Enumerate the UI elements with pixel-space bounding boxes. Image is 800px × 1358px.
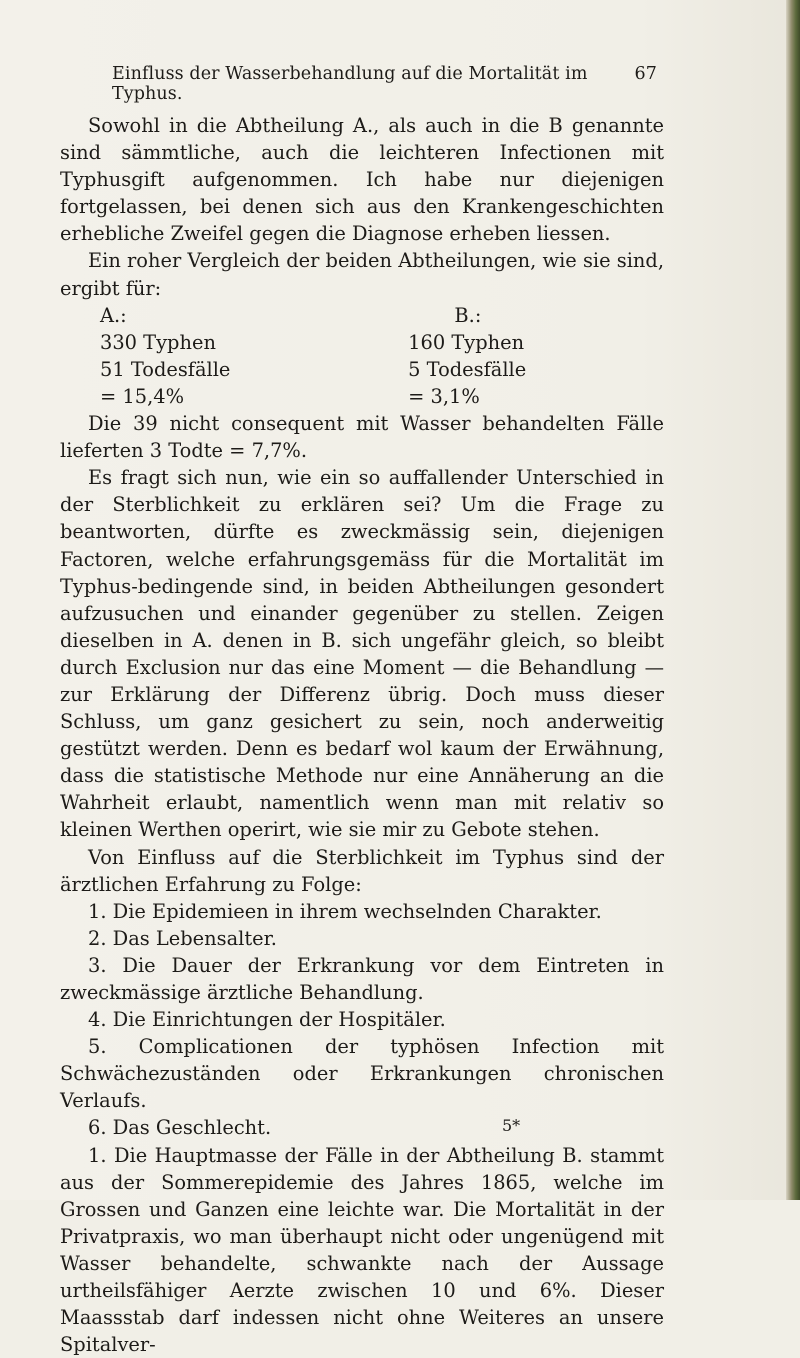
comparison-table (60, 302, 664, 410)
group-b-deaths: 5 Todesfälle (408, 357, 527, 381)
inconsistent-cases-note: Die 39 nicht consequent mit Wasser behandelten Fälle lieferten 3 Todte = 7,7%. (60, 412, 664, 463)
signature-mark: 5* (502, 1116, 521, 1135)
group-a-label: A.: (100, 303, 127, 327)
list-item: 5. Complicationen der typhösen Infection mit Schwächezuständen oder Erkrankungen chronischen Verlaufs. (60, 1035, 664, 1113)
page-number: 67 (634, 64, 657, 84)
comparison-rate-row (100, 383, 664, 410)
group-b-label: B.: (454, 303, 482, 327)
page-edge-shadow (786, 0, 800, 1200)
factors-list (60, 898, 664, 1142)
comparison-labels-row (100, 302, 664, 329)
intro-paragraph: Sowohl in die Abtheilung A., als auch in die B genannte sind sämmtliche, auch die leichteren Infectionen mit Typhusgift aufgenommen. Ich habe nur diejenigen fortgelassen, bei denen sich aus den Krankengeschichten erhebliche Zweifel gegen die Diagnose erheben liessen. (60, 114, 664, 246)
group-b-cases: 160 Typhen (408, 330, 525, 354)
comparison-cases-row (100, 329, 664, 356)
page-body (60, 112, 664, 1358)
group-b-mortality-rate: = 3,1% (408, 384, 480, 408)
list-item: 2. Das Lebensalter. (88, 926, 277, 950)
list-item: 3. Die Dauer der Erkrankung vor dem Eintreten in zweckmässige ärztliche Behandlung. (60, 953, 664, 1004)
comparison-deaths-row (100, 356, 664, 383)
factors-lead: Von Einfluss auf die Sterblichkeit im Typhus sind der ärztlichen Erfahrung zu Folge: (60, 845, 664, 896)
question-paragraph: Es fragt sich nun, wie ein so auffallender Unterschied in der Sterblichkeit zu erklären sei? Um die Frage zu beantworten, dürfte es zweckmässig sein, diejenigen Factoren, welche erfahrungsgemäss für die Mortalität im Typhus-bedingende sind, in beiden Abtheilungen gesondert aufzusuchen und einander gegenüber zu stellen. Zeigen dieselben in A. denen in B. sich ungefähr gleich, so bleibt durch Exclusion nur das eine Moment — die Behandlung — zur Erklärung der Differenz übrig. Doch muss dieser Schluss, um ganz gesichert zu sein, noch anderweitig gestützt werden. Denn es bedarf wol kaum der Erwähnung, dass die statistische Methode nur eine Annäherung an die Wahrheit erlaubt, namentlich wenn man mit relativ so kleinen Werthen operirt, wie sie mir zu Gebote stehen. (60, 466, 664, 842)
list-item: 1. Die Epidemieen in ihrem wechselnden Charakter. (88, 899, 602, 923)
group-a-cases: 330 Typhen (100, 330, 216, 354)
running-header (112, 64, 657, 104)
final-paragraph: 1. Die Hauptmasse der Fälle in der Abtheilung B. stammt aus der Sommerepidemie des Jahres 1865, welche im Grossen und Ganzen eine leichte war. Die Mortalität in der Privatpraxis, wo man überhaupt nicht oder ungenügend mit Wasser behandelte, schwankte nach der Aussage urtheilsfähiger Aerzte zwischen 10 und 6%. Dieser Maassstab darf indessen nicht ohne Weiteres an unsere Spitalver- (60, 1143, 664, 1357)
list-item: 4. Die Einrichtungen der Hospitäler. (88, 1008, 446, 1032)
group-a-deaths: 51 Todesfälle (100, 357, 231, 381)
running-title: Einfluss der Wasserbehandlung auf die Mortalität im Typhus. (112, 64, 588, 104)
comparison-lead: Ein roher Vergleich der beiden Abtheilungen, wie sie sind, ergibt für: (60, 249, 664, 300)
list-item: 6. Das Geschlecht. (88, 1116, 272, 1140)
group-a-mortality-rate: = 15,4% (100, 384, 185, 408)
